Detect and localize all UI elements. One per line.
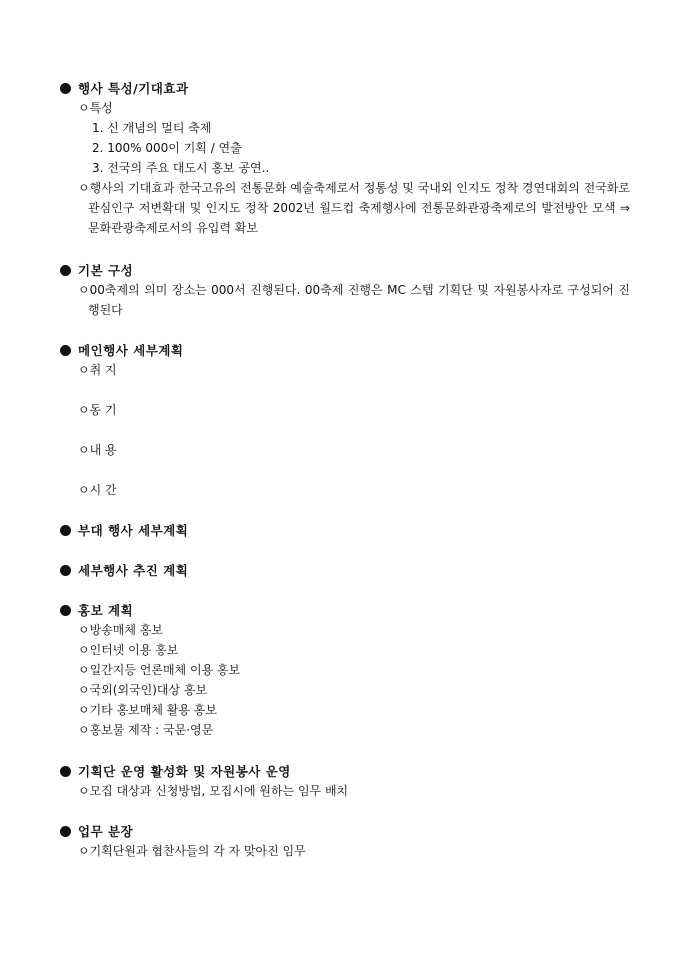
- section-basic-composition: [60, 260, 630, 320]
- bullet-icon: [60, 766, 71, 777]
- composition-paragraph: [60, 280, 630, 320]
- bullet-icon: [60, 345, 71, 356]
- section-event-features: [60, 78, 630, 238]
- heading-text: 기본 구성: [78, 263, 134, 278]
- feature-item: 3. 전국의 주요 대도시 홍보 공연..: [92, 161, 270, 175]
- heading-text: 홍보 계획: [78, 603, 134, 618]
- plan-item-time: ㅇ시 간: [78, 483, 117, 497]
- bullet-icon: [60, 826, 71, 837]
- heading-text: 세부행사 추진 계획: [78, 563, 189, 578]
- promotion-item: ㅇ홍보물 제작 : 국문·영문: [78, 723, 214, 737]
- operation-item: ㅇ모집 대상과 신청방법, 모집시에 원하는 임무 배치: [78, 784, 349, 798]
- bullet-icon: [60, 525, 71, 536]
- section-task-assignment: [60, 821, 630, 861]
- plan-item-purpose: ㅇ취 지: [78, 363, 117, 377]
- promotion-item: ㅇ인터넷 이용 홍보: [78, 643, 179, 657]
- section-main-event-plan: [60, 340, 630, 500]
- bullet-icon: [60, 265, 71, 276]
- task-item: ㅇ기획단원과 협찬사들의 각 자 맞아진 임무: [78, 844, 306, 858]
- section-heading: [60, 560, 630, 580]
- section-heading: [60, 260, 630, 280]
- feature-item: 1. 신 개념의 멀티 축제: [92, 121, 212, 135]
- heading-text: 부대 행사 세부계획: [78, 523, 189, 538]
- bullet-icon: [60, 605, 71, 616]
- composition-text: ㅇ00축제의 의미 장소는 000서 진행된다. 00축제 진행은 MC 스텝 기획단 및 자원봉사자로 구성되어 진행된다: [78, 283, 630, 317]
- section-heading: [60, 520, 630, 540]
- section-heading: [60, 600, 630, 620]
- section-side-event-plan: [60, 520, 630, 540]
- bullet-icon: [60, 565, 71, 576]
- heading-text: 기획단 운영 활성화 및 자원봉사 운영: [78, 764, 291, 779]
- promotion-item: ㅇ일간지등 언론매체 이용 홍보: [78, 663, 241, 677]
- section-heading: [60, 78, 630, 98]
- section-heading: [60, 761, 630, 781]
- expected-effect-paragraph: [60, 178, 630, 238]
- features-label: ㅇ특성: [78, 101, 113, 115]
- section-heading: [60, 821, 630, 841]
- plan-item-motive: ㅇ동 기: [78, 403, 117, 417]
- promotion-item: ㅇ방송매체 홍보: [78, 623, 163, 637]
- promotion-item: ㅇ국외(외국인)대상 홍보: [78, 683, 208, 697]
- bullet-icon: [60, 83, 71, 94]
- promotion-item: ㅇ기타 홍보매체 활용 홍보: [78, 703, 217, 717]
- section-detail-event-plan: [60, 560, 630, 580]
- section-heading: [60, 340, 630, 360]
- heading-text: 업무 분장: [78, 824, 134, 839]
- expected-effect-text: ㅇ행사의 기대효과 한국고유의 전통문화 예술축제로서 정통성 및 국내외 인지도 정착 경연대회의 전국화로 관심인구 저변확대 및 인지도 정착 2002년 월드컵 축제행사에 전통문화관광축제로의 발전방안 모색 ⇒ 문화관광축제로서의 유입력 확보: [78, 181, 631, 235]
- heading-text: 메인행사 세부계획: [78, 343, 184, 358]
- feature-item: 2. 100% 000이 기획 / 연출: [92, 141, 242, 155]
- section-promotion-plan: [60, 600, 630, 740]
- heading-text: 행사 특성/기대효과: [78, 81, 189, 96]
- section-planning-team-operation: [60, 761, 630, 801]
- plan-item-content: ㅇ내 용: [78, 443, 117, 457]
